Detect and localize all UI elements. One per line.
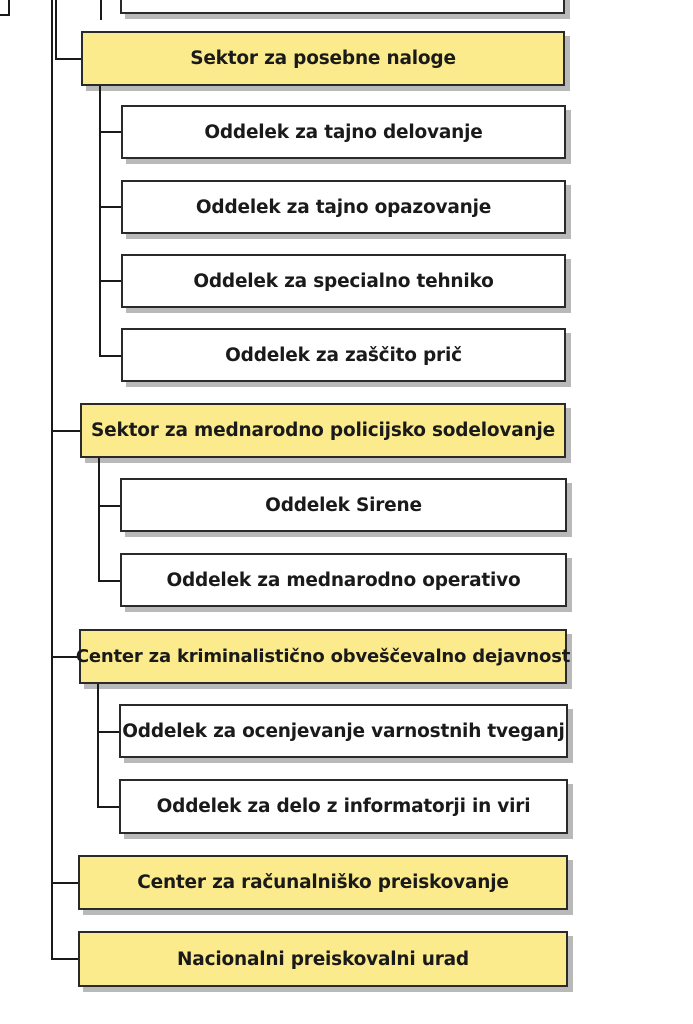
sector-3-connector [51,656,79,658]
dept-zascito-pric[interactable] [121,328,566,382]
main-trunk-line [51,0,53,960]
department-label: Oddelek Sirene [265,494,422,516]
dept-tajno-delovanje[interactable] [121,105,566,159]
top-cut-box-connector [100,0,102,20]
sector-label: Sektor za posebne naloge [190,48,456,69]
sector-2-connector [51,430,80,432]
dept-1-2-connector [99,206,121,208]
sector-label: Center za računalniško preiskovanje [137,872,509,893]
department-label: Oddelek za zaščito prič [225,344,462,366]
dept-informatorji-viri[interactable] [119,779,568,834]
left-cut-box-side [8,0,10,16]
dept-2-1-connector [98,505,120,507]
dept-1-1-connector [99,131,121,133]
department-label: Oddelek za delo z informatorji in viri [156,796,531,817]
sector-1-connector [55,58,81,60]
sector-label: Nacionalni preiskovalni urad [177,948,469,970]
department-label: Oddelek za tajno delovanje [204,121,483,143]
sector-kriminalisticno-dejavnost[interactable] [75,629,571,684]
dept-1-4-connector [99,355,121,357]
sector-label: Center za kriminalistično obveščevalno dejavnost [75,646,571,667]
sector-2-branch-line [98,458,100,581]
sector-5-connector [51,958,78,960]
sector-1-branch-line [99,86,101,356]
dept-specialno-tehniko[interactable] [121,254,566,308]
sector-3-branch-line [97,684,99,807]
dept-1-3-connector [99,280,121,282]
dept-2-2-connector [98,580,120,582]
main-trunk-upper-line [55,0,57,60]
sector-label: Sektor za mednarodno policijsko sodelovanje [91,420,555,441]
department-label: Oddelek za mednarodno operativo [166,569,521,591]
department-label: Oddelek za specialno tehniko [193,270,494,292]
dept-tajno-opazovanje[interactable] [121,180,566,234]
dept-3-1-connector [97,731,119,733]
department-label: Oddelek za tajno opazovanje [195,196,492,218]
sector-mednarodno-sodelovanje[interactable] [80,403,566,458]
top-cut-box [120,0,565,14]
sector-posebne-naloge[interactable] [81,31,565,86]
sector-racunalnisko-preiskovanje[interactable] [78,855,568,910]
dept-sirene[interactable] [120,478,567,532]
dept-3-2-connector [97,806,119,808]
sector-nacionalni-urad[interactable] [78,931,568,987]
department-label: Oddelek za ocenjevanje varnostnih tveganj [122,720,565,742]
sector-4-connector [51,882,78,884]
dept-mednarodno-operativo[interactable] [120,553,567,607]
dept-varnostnih-tveganj[interactable] [119,704,568,758]
